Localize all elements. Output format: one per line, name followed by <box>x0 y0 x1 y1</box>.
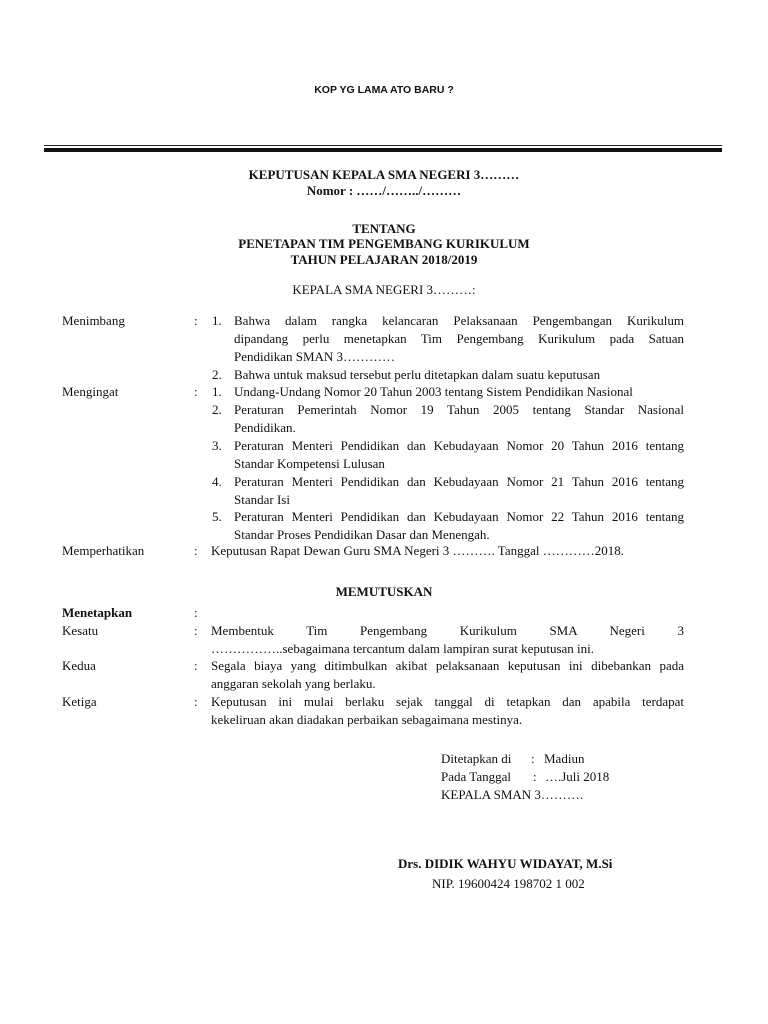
item-line: Pendidikan. <box>234 420 296 435</box>
place-value: Madiun <box>544 751 585 766</box>
memutuskan-heading: MEMUTUSKAN <box>335 584 433 599</box>
document-number: Nomor : ……/……../……… <box>306 183 462 198</box>
date-label: Pada Tanggal <box>441 769 511 784</box>
colon: : <box>194 543 198 558</box>
kesatu-label: Kesatu <box>62 623 99 638</box>
document-title: KEPUTUSAN KEPALA SMA NEGERI 3……… <box>248 167 520 182</box>
item-line: Peraturan Menteri Pendidikan dan Kebudayaan Nomor 21 Tahun 2016 tentang <box>234 474 684 489</box>
item-line: Standar Proses Pendidikan Dasar dan Menengah. <box>234 527 490 542</box>
ketiga-line: kekeliruan akan diadakan perbaikan sebagaimana mestinya. <box>211 712 523 727</box>
colon: : <box>194 694 198 709</box>
ketiga-line: Keputusan ini mulai berlaku sejak tanggal di tetapkan dan apabila terdapat <box>211 694 684 709</box>
kedua-line: Segala biaya yang ditimbulkan akibat pelaksanaan keputusan ini dibebankan pada <box>211 658 684 673</box>
item-line: Peraturan Menteri Pendidikan dan Kebudayaan Nomor 22 Tahun 2016 tentang <box>234 509 684 524</box>
item-line: Bahwa untuk maksud tersebut perlu ditetapkan dalam suatu keputusan <box>234 367 601 382</box>
colon: : <box>194 605 198 620</box>
item-number: 5. <box>212 509 222 524</box>
kesatu-line: ……………..sebagaimana tercantum dalam lampiran surat keputusan ini. <box>211 641 595 656</box>
item-line: Undang-Undang Nomor 20 Tahun 2003 tentang Sistem Pendidikan Nasional <box>234 384 633 399</box>
colon: : <box>533 769 537 784</box>
item-line: dipandang perlu menetapkan Tim Pengembang Kurikulum pada Satuan <box>234 331 684 346</box>
item-number: 4. <box>212 474 222 489</box>
item-line: Pendidikan SMAN 3………… <box>234 349 396 364</box>
item-line: Peraturan Menteri Pendidikan dan Kebudayaan Nomor 20 Tahun 2016 tentang <box>234 438 684 453</box>
colon: : <box>194 313 198 328</box>
kop-note: KOP YG LAMA ATO BARU ? <box>314 84 454 96</box>
item-line: Peraturan Pemerintah Nomor 19 Tahun 2005 tentang Standar Nasional <box>234 402 684 417</box>
menetapkan-label: Menetapkan <box>62 605 133 620</box>
colon: : <box>194 623 198 638</box>
item-number: 3. <box>212 438 222 453</box>
item-line: Standar Kompetensi Lulusan <box>234 456 385 471</box>
subject-heading: PENETAPAN TIM PENGEMBANG KURIKULUM <box>238 236 530 251</box>
place-label: Ditetapkan di <box>441 751 512 766</box>
item-line: Standar Isi <box>234 492 290 507</box>
menimbang-label: Menimbang <box>62 313 125 328</box>
letterhead-divider <box>44 145 722 146</box>
ketiga-label: Ketiga <box>62 694 97 709</box>
item-number: 2. <box>212 402 222 417</box>
memperhatikan-label: Memperhatikan <box>62 543 145 558</box>
item-number: 1. <box>212 384 222 399</box>
memperhatikan-text: Keputusan Rapat Dewan Guru SMA Negeri 3 ………. Tanggal …………2018. <box>211 543 624 558</box>
colon: : <box>531 751 535 766</box>
item-number: 2. <box>212 367 222 382</box>
mengingat-label: Mengingat <box>62 384 119 399</box>
tentang-heading: TENTANG <box>352 221 416 236</box>
item-line: Bahwa dalam rangka kelancaran Pelaksanaan Pengembangan Kurikulum <box>234 313 684 328</box>
colon: : <box>194 658 198 673</box>
kedua-label: Kedua <box>62 658 96 673</box>
letterhead-divider-thick <box>44 148 722 152</box>
colon: : <box>194 384 198 399</box>
date-value: ….Juli 2018 <box>545 769 610 784</box>
kedua-line: anggaran sekolah yang berlaku. <box>211 676 376 691</box>
signatory-position: KEPALA SMAN 3………. <box>441 787 584 802</box>
issuer-heading: KEPALA SMA NEGERI 3………: <box>292 282 476 297</box>
signatory-nip: NIP. 19600424 198702 1 002 <box>432 876 585 891</box>
kesatu-line: Membentuk Tim Pengembang Kurikulum SMA Negeri 3 <box>211 623 684 638</box>
signatory-name: Drs. DIDIK WAHYU WIDAYAT, M.Si <box>398 856 613 871</box>
item-number: 1. <box>212 313 222 328</box>
year-heading: TAHUN PELAJARAN 2018/2019 <box>290 252 478 267</box>
